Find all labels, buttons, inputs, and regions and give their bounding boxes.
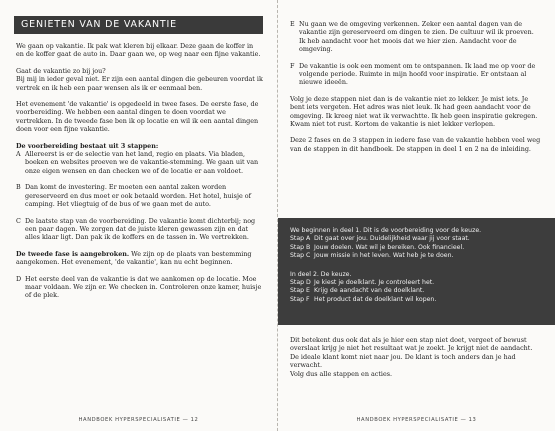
handbook-link-paragraph: Deze 2 fases en de 3 stappen in iedere fase van de vakantie hebben veel weg van de stappen in dit handboek. De stappen in deel 1 en 2 na de inleiding. — [290, 136, 541, 153]
step-text: Jouw missie in het leven. Wat heb je te doen. — [314, 252, 454, 260]
step-d — [290, 279, 547, 287]
right-page-content — [290, 20, 541, 161]
second-phase-rest: We zijn op de plaats van bestemming aangekomen. Het evenement, 'de vakantie', kan nu echt beginnen. — [16, 249, 252, 267]
list-item-c — [16, 217, 263, 242]
box-intro-part2: In deel 2. De keuze. — [290, 270, 352, 278]
list-text: Het eerste deel van de vakantie is dat we aankomen op de locatie. Moe maar voldaan. We zijn er. We checken in. Controleren onze kamer, huisje of de plek. — [25, 274, 262, 300]
answer-paragraph: Bij mij in ieder geval niet. Er zijn een aantal dingen die gebeuren voordat ik vertrek en ik heb een paar wensen als ik er eenmaal ben. — [16, 75, 263, 92]
phases-paragraph: Het evenement 'de vakantie' is opgedeeld in twee fases. De eerste fase, de voorbereiding. We hebben een aantal dingen te doen voordat we vertrekken. In de tweede fase ben ik op locatie en wil ik een aantal dingen doen voor een fijne vakantie. — [16, 100, 259, 134]
step-e — [290, 287, 547, 295]
box-intro-part1: We beginnen in deel 1. Dit is de voorbereiding voor de keuze. — [290, 227, 482, 234]
list-letter: D — [16, 274, 22, 283]
intro-paragraph: We gaan op vakantie. Ik pak wat kleren bij elkaar. Deze gaan de koffer in en de koffer gaat de auto in. Daar gaan we, op weg naar een fijne vakantie. — [16, 42, 261, 59]
list-item-b — [16, 183, 263, 208]
step-a — [290, 235, 547, 243]
preparation-title: De voorbereiding bestaat uit 3 stappen: — [16, 141, 159, 150]
list-text: De laatste stap van de voorbereiding. De vakantie komt dichterbij; nog een paar dagen. We zorgen dat de juiste kleren gewassen zijn en dat alles klaar ligt. Dan pak ik de koffers en de tassen in. We vertrekken. — [25, 216, 256, 242]
list-text: Dan komt de investering. Er moeten een aantal zaken worden gereserveerd en dus moet er ook betaald worden. Het hotel, huisje of camping. Het vliegtuig of de bus of we gaan met de auto. — [25, 183, 251, 209]
step-text: Het product dat de doelklant wil kopen. — [314, 295, 437, 303]
step-c — [290, 252, 547, 260]
second-phase-lead: De tweede fase is aangebroken. — [16, 249, 130, 258]
step-key: Stap C — [290, 252, 311, 260]
step-text: Dit gaat over jou. Duidelijkheid waar jij voor staat. — [314, 235, 470, 243]
chapter-heading: GENIETEN VAN DE VAKANTIE — [14, 16, 263, 34]
list-item-e — [290, 20, 541, 54]
list-letter: B — [16, 183, 21, 192]
step-key: Stap B — [290, 243, 311, 251]
step-key: Stap F — [290, 295, 310, 303]
list-letter: E — [290, 20, 295, 28]
steps-summary-box — [278, 218, 555, 325]
left-page-footer: HANDBOEK HYPERSPECIALISATIE — 12 — [78, 417, 199, 423]
left-page — [0, 0, 277, 431]
step-text: Je kiest je doelklant. Je controleert het. — [314, 279, 435, 287]
steps-summary-content — [290, 227, 547, 304]
right-page — [278, 0, 555, 431]
list-text: De vakantie is ook een moment om te ontspannen. Ik laad me op voor de volgende periode. Ruimte in mijn hoofd voor inspiratie. Er ontstaan al nieuwe ideeën. — [299, 61, 536, 87]
list-letter: A — [16, 150, 21, 159]
box-spacer — [290, 261, 547, 271]
list-text: Allereerst is er de selectie van het land, regio en plaats. Via bladen, boeken en websites proeven we de vakantie-stemming. We gaan uit van onze eigen wensen en dan checken we of de locatie er aan voldoet. — [25, 150, 259, 175]
list-item-d — [16, 275, 263, 300]
list-text: Nu gaan we de omgeving verkennen. Zeker een aantal dagen van de vakantie zijn gereserveerd om dingen te zien. De cultuur wil ik proeven. Ik heb aandacht voor het moois dat we hier zien. Aandacht voor de omgeving. — [299, 20, 534, 54]
step-text: Krijg de aandacht van de doelklant. — [314, 287, 425, 295]
step-key: Stap A — [290, 235, 311, 243]
right-page-footer: HANDBOEK HYPERSPECIALISATIE — 13 — [356, 417, 477, 423]
question-line: Gaat de vakantie zo bij jou? — [16, 66, 106, 75]
list-item-a — [16, 150, 263, 175]
step-text: Jouw doelen. Wat wil je bereiken. Ook financieel. — [314, 243, 465, 251]
conclusion-final-line: Volg dus alle stappen en acties. — [290, 369, 393, 378]
conclusion-block — [290, 336, 541, 386]
conclusion-paragraph: Dit betekent dus ook dat als je hier een stap niet doet, vergeet of bewust overslaat krijg je niet het resultaat wat je zoekt. Je krijgt niet de aandacht. De ideale klant komt niet naar jou. De klant is toch anders dan je had verwacht. — [290, 336, 533, 370]
step-f — [290, 296, 547, 304]
step-key: Stap D — [290, 279, 311, 287]
list-letter: C — [16, 216, 21, 225]
step-key: Stap E — [290, 287, 310, 295]
second-phase-paragraph — [16, 250, 263, 267]
step-b — [290, 244, 547, 252]
list-letter: F — [290, 61, 295, 70]
missing-steps-paragraph: Volg je deze stappen niet dan is de vakantie niet zo lekker. Je mist iets. Je bent iets vergeten. Het adres was niet leuk. Ik had geen aandacht voor de omgeving. Ik kreeg niet wat ik verwachtte. Ik heb geen inspiratie gekregen. Kwam niet tot rust. Kortom de vakantie is niet lekker verlopen. — [290, 94, 538, 129]
list-item-f — [290, 62, 541, 87]
left-page-content — [16, 16, 263, 308]
